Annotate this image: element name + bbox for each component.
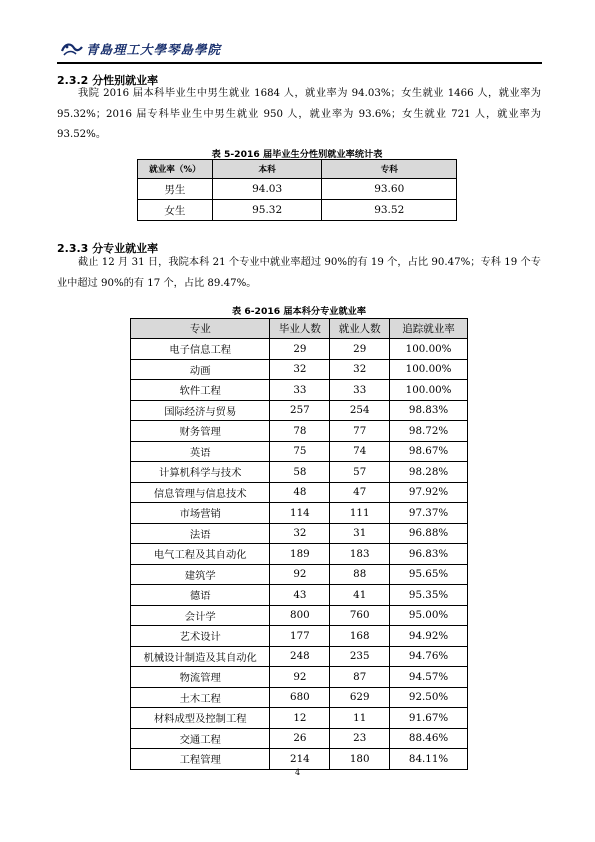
table-cell: 29 — [270, 339, 330, 360]
table-cell: 信息管理与信息技术 — [131, 482, 270, 503]
table-cell: 计算机科学与技术 — [131, 462, 270, 483]
table-cell: 电子信息工程 — [131, 339, 270, 360]
table-cell: 95.32 — [212, 200, 322, 221]
table-cell: 98.67% — [390, 441, 468, 462]
table-row — [131, 380, 468, 401]
table-row — [131, 564, 468, 585]
table-cell: 29 — [330, 339, 390, 360]
table-cell: 软件工程 — [131, 380, 270, 401]
major-paragraph: 截止 12 月 31 日，我院本科 21 个专业中就业率超过 90%的有 19 个，占比 90.47%；专科 19 个专业中超过 90%的有 17 个，占比 89.47%。 — [57, 257, 541, 289]
table-cell: 机械设计制造及其自动化 — [131, 646, 270, 667]
table-cell: 189 — [270, 544, 330, 565]
table-cell: 33 — [330, 380, 390, 401]
page-header — [57, 38, 542, 64]
table-cell: 92 — [270, 667, 330, 688]
table-row — [131, 421, 468, 442]
table-cell: 88 — [330, 564, 390, 585]
table-cell: 629 — [330, 687, 390, 708]
table-cell: 94.76% — [390, 646, 468, 667]
table-cell: 87 — [330, 667, 390, 688]
table-cell: 12 — [270, 708, 330, 729]
table-row — [131, 687, 468, 708]
table-cell: 92.50% — [390, 687, 468, 708]
table-cell: 26 — [270, 728, 330, 749]
table-cell: 市场营销 — [131, 503, 270, 524]
table-cell: 92 — [270, 564, 330, 585]
table-cell: 98.28% — [390, 462, 468, 483]
table-row — [131, 585, 468, 606]
table-cell: 58 — [270, 462, 330, 483]
table-cell: 93.52 — [322, 200, 457, 221]
table5-caption: 表 5-2016 届毕业生分性别就业率统计表 — [211, 149, 383, 160]
column-header: 毕业人数 — [270, 319, 330, 339]
table-cell: 动画 — [131, 359, 270, 380]
table-row — [131, 749, 468, 770]
table-cell: 32 — [330, 359, 390, 380]
table-cell: 180 — [330, 749, 390, 770]
table-cell: 257 — [270, 400, 330, 421]
table-row — [131, 462, 468, 483]
logo-text: 青島理工大學琴島學院 — [86, 42, 222, 57]
wave-logo-icon — [61, 41, 83, 57]
table-cell: 财务管理 — [131, 421, 270, 442]
table-cell: 98.72% — [390, 421, 468, 442]
table-cell: 93.60 — [322, 179, 457, 200]
table-cell: 183 — [330, 544, 390, 565]
table-cell: 98.83% — [390, 400, 468, 421]
table-row — [131, 667, 468, 688]
table-cell: 800 — [270, 605, 330, 626]
table-row — [131, 339, 468, 360]
table-row — [131, 646, 468, 667]
table-header-row — [131, 319, 468, 339]
table-cell: 96.88% — [390, 523, 468, 544]
column-header: 专业 — [131, 319, 270, 339]
table-cell: 168 — [330, 626, 390, 647]
table-row — [131, 605, 468, 626]
table-cell: 47 — [330, 482, 390, 503]
table-cell: 电气工程及其自动化 — [131, 544, 270, 565]
table-cell: 法语 — [131, 523, 270, 544]
section-title-major: 2.3.3 分专业就业率 — [57, 242, 159, 255]
column-header: 本科 — [212, 160, 322, 179]
university-logo — [61, 40, 221, 58]
table-cell: 11 — [330, 708, 390, 729]
gender-employment-table — [137, 159, 457, 221]
column-header: 追踪就业率 — [390, 319, 468, 339]
table-cell: 177 — [270, 626, 330, 647]
table-cell: 760 — [330, 605, 390, 626]
table-cell: 97.92% — [390, 482, 468, 503]
table-cell: 235 — [330, 646, 390, 667]
table-cell: 33 — [270, 380, 330, 401]
table-cell: 91.67% — [390, 708, 468, 729]
table-cell: 96.83% — [390, 544, 468, 565]
table-cell: 国际经济与贸易 — [131, 400, 270, 421]
table-row — [131, 544, 468, 565]
table-cell: 32 — [270, 359, 330, 380]
table-cell: 48 — [270, 482, 330, 503]
table-cell: 94.92% — [390, 626, 468, 647]
table-cell: 女生 — [138, 200, 213, 221]
table-row — [131, 359, 468, 380]
column-header: 就业率（%） — [138, 160, 213, 179]
table-cell: 95.35% — [390, 585, 468, 606]
table-cell: 88.46% — [390, 728, 468, 749]
table-cell: 材料成型及控制工程 — [131, 708, 270, 729]
table-cell: 交通工程 — [131, 728, 270, 749]
table-cell: 31 — [330, 523, 390, 544]
table-cell: 254 — [330, 400, 390, 421]
table-row — [138, 179, 457, 200]
table-cell: 43 — [270, 585, 330, 606]
table-cell: 会计学 — [131, 605, 270, 626]
major-employment-table — [130, 318, 468, 770]
table-cell: 男生 — [138, 179, 213, 200]
table-cell: 100.00% — [390, 339, 468, 360]
table-cell: 工程管理 — [131, 749, 270, 770]
page-number: 4 — [294, 768, 301, 777]
table-cell: 41 — [330, 585, 390, 606]
column-header: 专科 — [322, 160, 457, 179]
table-row — [138, 200, 457, 221]
table-cell: 艺术设计 — [131, 626, 270, 647]
table-cell: 57 — [330, 462, 390, 483]
table-cell: 94.03 — [212, 179, 322, 200]
table6-caption: 表 6-2016 届本科分专业就业率 — [231, 306, 367, 317]
table-cell: 78 — [270, 421, 330, 442]
table-row — [131, 400, 468, 421]
table-cell: 95.00% — [390, 605, 468, 626]
table-row — [131, 523, 468, 544]
table-cell: 英语 — [131, 441, 270, 462]
table-cell: 74 — [330, 441, 390, 462]
table-cell: 23 — [330, 728, 390, 749]
table-row — [131, 503, 468, 524]
table-cell: 100.00% — [390, 359, 468, 380]
table-cell: 84.11% — [390, 749, 468, 770]
table-cell: 114 — [270, 503, 330, 524]
table-cell: 土木工程 — [131, 687, 270, 708]
table-row — [131, 708, 468, 729]
table-cell: 97.37% — [390, 503, 468, 524]
table-cell: 100.00% — [390, 380, 468, 401]
table-cell: 德语 — [131, 585, 270, 606]
table-cell: 680 — [270, 687, 330, 708]
table-cell: 248 — [270, 646, 330, 667]
table-cell: 77 — [330, 421, 390, 442]
table-row — [131, 482, 468, 503]
table-cell: 95.65% — [390, 564, 468, 585]
gender-paragraph: 我院 2016 届本科毕业生中男生就业 1684 人，就业率为 94.03%；女生就业 1466 人，就业率为 95.32%；2016 届专科毕业生中男生就业 950 人，就业率为 93.6%；女生就业 721 人，就业率为 93.52%。 — [57, 88, 541, 140]
table-cell: 75 — [270, 441, 330, 462]
table-cell: 物流管理 — [131, 667, 270, 688]
table-cell: 94.57% — [390, 667, 468, 688]
table-row — [131, 728, 468, 749]
table-cell: 建筑学 — [131, 564, 270, 585]
table-cell: 32 — [270, 523, 330, 544]
table-cell: 111 — [330, 503, 390, 524]
table-header-row — [138, 160, 457, 179]
section-title-gender: 2.3.2 分性别就业率 — [57, 74, 159, 87]
table-row — [131, 441, 468, 462]
column-header: 就业人数 — [330, 319, 390, 339]
table-row — [131, 626, 468, 647]
table-cell: 214 — [270, 749, 330, 770]
